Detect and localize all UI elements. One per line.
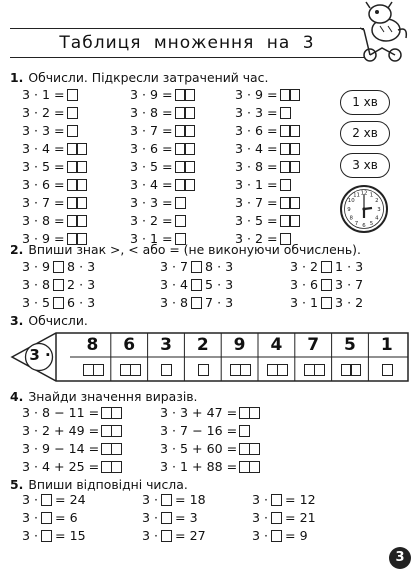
compare-row: 3 · 1 3 · 2 [290,295,364,310]
sign-box[interactable] [321,297,332,309]
task-4-column-1 [22,404,122,476]
svg-text:9: 9 [347,206,351,213]
missing-factor-row: 3 · = 18 [142,492,206,507]
svg-text:3: 3 [377,206,381,213]
task-2-column-1 [22,258,95,312]
missing-factor-row: 3 · = 3 [142,510,198,525]
answer-box[interactable] [76,143,87,155]
answer-box[interactable] [382,364,393,376]
expression-row: 3 · 4 + 25 = [22,458,122,476]
number-cell: 8 [86,335,99,355]
answer-box[interactable] [41,530,52,542]
sign-box[interactable] [53,261,64,273]
equation-row: 3 · 7 = [235,194,300,212]
task-2-column-3 [290,258,363,312]
task-5-column-3 [252,491,316,545]
compare-row: 3 · 5 6 · 3 [22,295,96,310]
answer-box[interactable] [240,364,251,376]
equation-row: 3 · 2 = [130,212,195,230]
clock-icon [339,184,389,234]
answer-box[interactable] [184,89,195,101]
task-5-column-1 [22,491,86,545]
missing-factor-row: 3 · = 9 [252,528,308,543]
equation-row: 3 · 8 = [235,158,300,176]
answer-box[interactable] [184,125,195,137]
answer-box[interactable] [67,89,78,101]
answer-box[interactable] [249,461,260,473]
answer-box[interactable] [161,530,172,542]
expression-row: 3 · 9 − 14 = [22,440,122,458]
answer-box[interactable] [184,143,195,155]
svg-text:8: 8 [349,215,353,222]
page-title: Таблиця множення на 3 [10,28,364,58]
equation-row: 3 · 8 = [22,212,87,230]
answer-box[interactable] [198,364,209,376]
sign-box[interactable] [191,297,202,309]
compare-row: 3 · 8 7 · 3 [160,295,234,310]
answer-box[interactable] [161,512,172,524]
expression-row: 3 · 2 + 49 = [22,422,122,440]
answer-box[interactable] [76,179,87,191]
svg-text:12: 12 [360,190,368,197]
equation-row: 3 · 3 = [235,104,300,122]
compare-row: 3 · 8 2 · 3 [22,277,96,292]
missing-factor-row: 3 · = 21 [252,510,316,525]
answer-box[interactable] [93,364,104,376]
answer-box[interactable] [280,179,291,191]
answer-box[interactable] [289,143,300,155]
expression-row: 3 · 7 − 16 = [160,422,260,440]
answer-box[interactable] [175,215,186,227]
time-option-1[interactable]: 1 хв [340,90,390,115]
svg-text:10: 10 [347,197,355,204]
svg-text:1: 1 [369,192,374,199]
expression-row: 3 · 3 + 47 = [160,404,260,422]
equation-row: 3 · 3 = [130,194,195,212]
sign-box[interactable] [321,261,332,273]
answer-box[interactable] [289,161,300,173]
equation-row: 3 · 6 = [22,176,87,194]
number-cell: 7 [307,335,320,355]
answer-box[interactable] [289,89,300,101]
page-number: 3 [389,547,411,569]
time-option-2[interactable]: 2 хв [340,121,390,146]
compare-row: 3 · 9 8 · 3 [22,259,96,274]
equation-row: 3 · 5 = [235,212,300,230]
sign-box[interactable] [191,261,202,273]
answer-box[interactable] [289,215,300,227]
answer-box[interactable] [277,364,288,376]
answer-box[interactable] [111,407,122,419]
number-cell: 5 [344,335,356,355]
number-cell: 1 [380,335,393,355]
answer-box[interactable] [184,161,195,173]
expression-row: 3 · 5 + 60 = [160,440,260,458]
equation-row: 3 · 4 = [130,176,195,194]
task-2-column-2 [160,258,233,312]
answer-box[interactable] [271,530,282,542]
answer-box[interactable] [249,407,260,419]
equation-row: 3 · 1 = [130,230,195,248]
answer-box[interactable] [175,197,186,209]
expression-row: 3 · 8 − 11 = [22,404,122,422]
answer-box[interactable] [350,364,361,376]
equation-row: 3 · 4 = [22,140,87,158]
task-2-heading: 2. Впиши знак >, < або = (не виконуючи обчислень). [10,242,361,257]
answer-box[interactable] [111,425,122,437]
answer-box[interactable] [239,425,250,437]
mascot-scooter-illustration [340,0,412,66]
equation-row: 3 · 7 = [22,194,87,212]
task-1-heading: 1. Обчисли. Підкресли затрачений час. [10,70,269,85]
task-1-column-2 [130,86,195,248]
sign-box[interactable] [53,297,64,309]
equation-row: 3 · 5 = [22,158,87,176]
equation-row: 3 · 9 = [130,86,195,104]
answer-box[interactable] [76,161,87,173]
answer-box[interactable] [184,107,195,119]
equation-row: 3 · 1 = [22,86,87,104]
number-cell: 9 [233,335,246,355]
answer-box[interactable] [76,197,87,209]
compare-row: 3 · 4 5 · 3 [160,277,234,292]
sign-box[interactable] [53,279,64,291]
missing-factor-row: 3 · = 24 [22,492,86,507]
missing-factor-row: 3 · = 12 [252,492,316,507]
task-4-heading: 4. Знайди значення виразів. [10,389,198,404]
svg-text:7: 7 [354,221,359,227]
answer-box[interactable] [67,107,78,119]
task-3-numbers-row [74,335,406,355]
answer-box[interactable] [76,215,87,227]
expression-row: 3 · 1 + 88 = [160,458,260,476]
task-1-column-1 [22,86,87,248]
task-4-column-2 [160,404,260,476]
svg-text:2: 2 [375,197,379,204]
equation-row: 3 · 2 = [22,104,87,122]
equation-row: 3 · 2 = [235,230,300,248]
compare-row: 3 · 6 3 · 7 [290,277,364,292]
missing-factor-row: 3 · = 6 [22,510,78,525]
answer-box[interactable] [130,364,141,376]
answer-box[interactable] [314,364,325,376]
answer-box[interactable] [249,443,260,455]
time-option-3[interactable]: 3 хв [340,153,390,178]
answer-box[interactable] [280,107,291,119]
number-cell: 6 [123,335,136,355]
task-3-heading: 3. Обчисли. [10,313,88,328]
compare-row: 3 · 2 1 · 3 [290,259,364,274]
task-5-column-2 [142,491,206,545]
sign-box[interactable] [191,279,202,291]
number-cell: 4 [270,335,283,355]
equation-row: 3 · 5 = [130,158,195,176]
missing-factor-row: 3 · = 27 [142,528,206,543]
equation-row: 3 · 6 = [235,122,300,140]
answer-box[interactable] [67,125,78,137]
equation-row: 3 · 9 = [235,86,300,104]
equation-row: 3 · 7 = [130,122,195,140]
task-1-column-3 [235,86,300,248]
svg-text:5: 5 [369,221,374,227]
answer-box[interactable] [289,197,300,209]
compare-row: 3 · 7 8 · 3 [160,259,234,274]
answer-box[interactable] [161,494,172,506]
answer-box[interactable] [111,461,122,473]
missing-factor-row: 3 · = 15 [22,528,86,543]
task-5-heading: 5. Впиши відповідні числа. [10,477,188,492]
equation-row: 3 · 9 = [22,230,87,248]
answer-box[interactable] [111,443,122,455]
equation-row: 3 · 4 = [235,140,300,158]
sign-box[interactable] [321,279,332,291]
equation-row: 3 · 1 = [235,176,300,194]
multiplier-label: 3 · [29,346,51,364]
answer-box[interactable] [271,494,282,506]
equation-row: 3 · 3 = [22,122,87,140]
answer-box[interactable] [289,125,300,137]
number-cell: 2 [196,335,209,355]
answer-box[interactable] [184,179,195,191]
answer-box[interactable] [271,512,282,524]
equation-row: 3 · 6 = [130,140,195,158]
number-cell: 3 [160,335,172,355]
answer-box[interactable] [41,494,52,506]
equation-row: 3 · 8 = [130,104,195,122]
answer-box[interactable] [41,512,52,524]
task-3-answers-row [74,364,406,376]
svg-text:6: 6 [362,223,366,229]
svg-text:4: 4 [375,215,379,222]
svg-text:11: 11 [353,192,360,199]
answer-box[interactable] [161,364,172,376]
